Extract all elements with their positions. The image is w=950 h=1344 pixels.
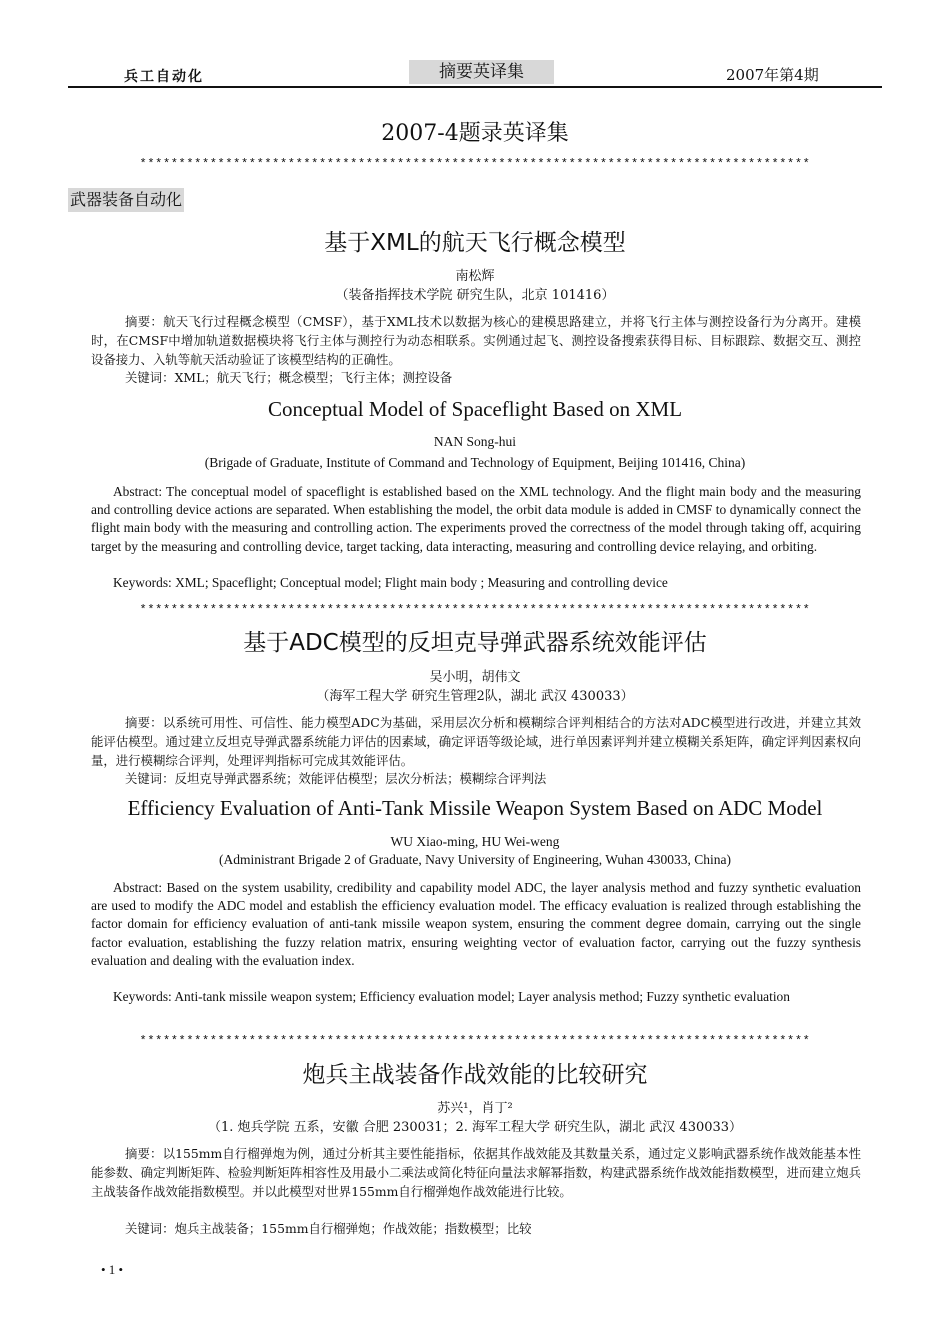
article-1-cn-title: 基于XML的航天飞行概念模型 — [324, 230, 626, 256]
abstract-label: 摘要： — [125, 715, 163, 730]
abstract-label: 摘要： — [125, 314, 164, 329]
article-1-en-abstract: Abstract: The conceptual model of spaceflight is established based on the XML technology. And the flight main body and the measuring and controlling device actions are separated. When establishing the model, the orbit data module is added in CMSF to dynamically connect the flight main body with the measuring and controlling action. The experiments proved the correctness of the model through taking off, acquiring target by the measuring and controlling device, target tacking, data interacting, measuring and controlling device relaying, and orbiting. — [91, 484, 861, 554]
article-2-en-abstract: Abstract: Based on the system usability, credibility and capability model ADC, the layer analysis method and fuzzy synthetic evaluation are used to modify the ADC model and establish the efficiency evaluation model. The efficacy evaluation is realized through establishing the factor domain for efficiency evaluation of anti-tank missile weapon system, ensuring the comment degree domain, carrying out the single factor evaluation, establishing the fuzzy relation matrix, ensuring weighting vector of evaluation factor, carrying out the fuzzy synthesis evaluation and dealing with the evaluation index. — [91, 880, 861, 968]
article-3-cn-author: 苏兴¹，肖丁² — [437, 1101, 513, 1116]
keywords-label: 关键词： — [125, 370, 175, 385]
keywords-text: XML；航天飞行；概念模型；飞行主体；测控设备 — [174, 370, 453, 385]
article-1-cn-keywords — [91, 368, 861, 387]
article-3-cn-title: 炮兵主战装备作战效能的比较研究 — [302, 1062, 648, 1088]
abstract-text: 以155mm自行榴弹炮为例，通过分析其主要性能指标，依据其作战效能及其数量关系，通过定义影响武器系统作战效能基本性能参数、确定判断矩阵、检验判断矩阵相容性及用最小二乘法或简化特征向量法求解幂指数，构建武器系统作战效能指数模型，进而建立炮兵主战装备作战效能指数模型。并以此模型对世界155mm自行榴弹炮作战效能进行比较。 — [91, 1146, 861, 1199]
keywords-label: 关键词： — [125, 771, 175, 786]
header-rule — [68, 86, 882, 88]
article-1-en-title: Conceptual Model of Spaceflight Based on XML — [267, 397, 683, 421]
abstract-text: 航天飞行过程概念模型（CMSF），基于XML技术以数据为核心的建模思路建立，并将飞行主体与测控设备行为分离开。建模时，在CMSF中增加轨道数据模块将飞行主体与测控行为动态相联系。实例通过起飞、测控设备搜索获得目标、目标跟踪、数据交互、测控设备接力、入轨等航天活动验证了该模型结构的正确性。 — [91, 314, 861, 367]
article-2-en-keywords: Keywords: Anti-tank missile weapon system; Efficiency evaluation model; Layer analysis method; Fuzzy synthetic evaluation — [113, 989, 790, 1004]
separator: ************************************************************************************** — [139, 1034, 811, 1048]
article-1-en-affiliation: (Brigade of Graduate, Institute of Command and Technology of Equipment, Beijing 101416, China) — [204, 455, 746, 470]
page-number: • 1 • — [101, 1262, 124, 1277]
abstract-label: 摘要： — [125, 1146, 163, 1161]
keywords-text: 炮兵主战装备；155mm自行榴弹炮；作战效能；指数模型；比较 — [174, 1221, 532, 1236]
article-2-en-title: Efficiency Evaluation of Anti-Tank Missile Weapon System Based on ADC Model — [127, 796, 823, 820]
article-1-en-keywords: Keywords: XML; Spaceflight; Conceptual model; Flight main body ; Measuring and controlling device — [113, 575, 668, 590]
article-3-cn-affiliation: （1. 炮兵学院 五系，安徽 合肥 230031；2. 海军工程大学 研究生队，湖北 武汉 430033） — [207, 1120, 743, 1135]
article-1-cn-abstract — [91, 312, 861, 369]
article-2-cn-abstract — [91, 713, 861, 770]
article-2-cn-title: 基于ADC模型的反坦克导弹武器系统效能评估 — [243, 630, 707, 656]
page-header — [68, 60, 882, 88]
article-3-cn-abstract — [91, 1144, 861, 1201]
article-1-en-author: NAN Song-hui — [433, 434, 517, 449]
separator: ************************************************************************************** — [139, 157, 811, 171]
article-2-en-affiliation: (Administrant Brigade 2 of Graduate, Navy University of Engineering, Wuhan 430033, China) — [218, 852, 732, 867]
separator: ************************************************************************************** — [139, 603, 811, 617]
page-title: 2007-4题录英译集 — [381, 121, 569, 146]
abstract-text: 以系统可用性、可信性、能力模型ADC为基础，采用层次分析和模糊综合评判相结合的方法对ADC模型进行改进，并建立其效能评估模型。通过建立反坦克导弹武器系统能力评估的因素域，确定评语等级论域，进行单因素评判并建立模糊关系矩阵，确定评判因素权向量，进行模糊综合评判，处理评判指标可完成其效能评估。 — [91, 715, 861, 768]
issue-label: 2007年第4期 — [726, 66, 819, 84]
category-label: 武器装备自动化 — [68, 188, 184, 212]
section-label: 摘要英译集 — [409, 60, 554, 84]
article-1-cn-affiliation: （装备指挥技术学院 研究生队，北京 101416） — [335, 288, 615, 303]
article-3-cn-keywords — [91, 1219, 861, 1238]
article-1-cn-author: 南松辉 — [455, 269, 495, 284]
article-2-en-author: WU Xiao-ming, HU Wei-weng — [390, 834, 560, 849]
journal-name: 兵工自动化 — [124, 69, 204, 85]
keywords-text: 反坦克导弹武器系统；效能评估模型；层次分析法；模糊综合评判法 — [174, 771, 547, 786]
article-2-cn-keywords — [91, 769, 861, 788]
article-2-cn-author: 吴小明，胡伟文 — [429, 670, 521, 685]
keywords-label: 关键词： — [125, 1221, 175, 1236]
article-2-cn-affiliation: （海军工程大学 研究生管理2队，湖北 武汉 430033） — [316, 689, 634, 704]
